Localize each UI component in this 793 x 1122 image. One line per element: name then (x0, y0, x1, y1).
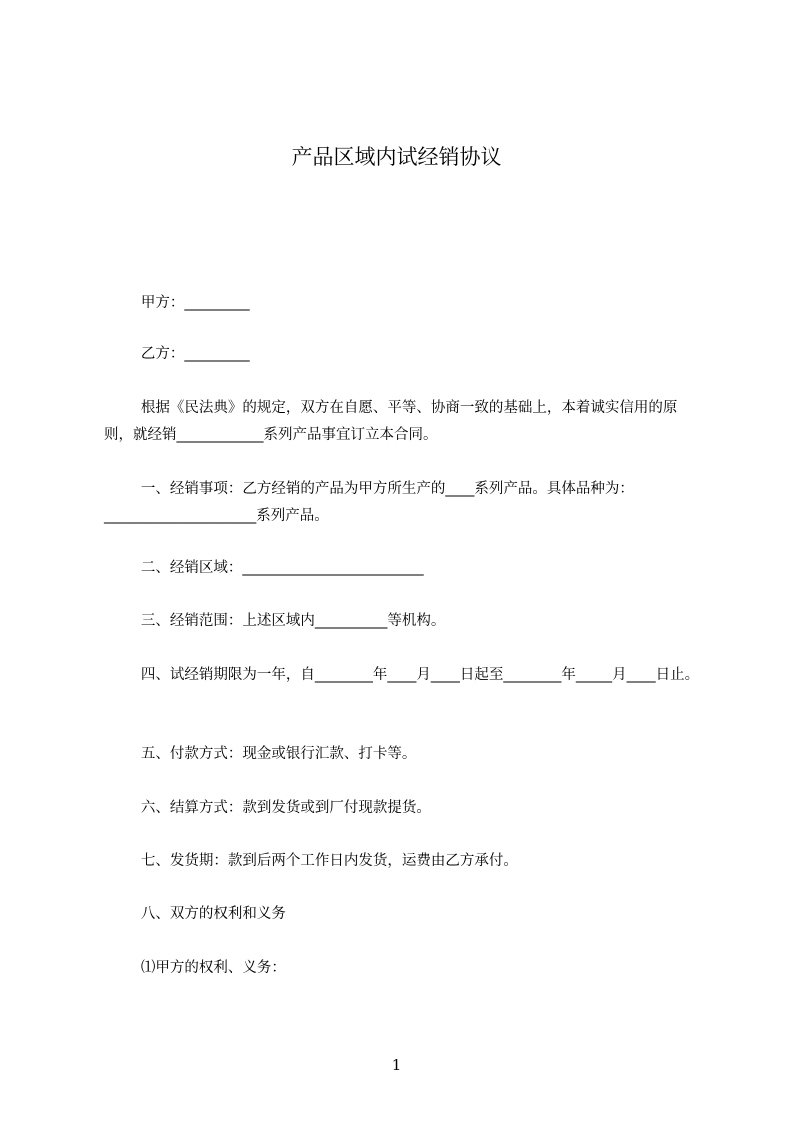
clause-7-paragraph: 七、发货期：款到后两个工作日内发货，运费由乙方承付。 (104, 853, 518, 869)
party-b-line: 乙方：_________ (104, 346, 250, 362)
clause-4-paragraph: 四、试经销期限为一年，自________年____月____日起至________年_____月____日止。 (104, 667, 700, 683)
document-title: 产品区域内试经销协议 (291, 145, 502, 169)
page-number: 1 (391, 1056, 402, 1074)
party-a-line: 甲方：_________ (104, 295, 250, 311)
clause-3-paragraph: 三、经销范围：上述区域内__________等机构。 (104, 613, 446, 629)
clause-5-paragraph: 五、付款方式：现金或银行汇款、打卡等。 (104, 746, 417, 762)
clause-2-paragraph: 二、经销区域：_________________________ (104, 560, 424, 576)
clause-8-subheading-a: ⑴甲方的权利、义务： (104, 960, 286, 976)
clause-6-paragraph: 六、结算方式：款到发货或到厂付现款提货。 (104, 800, 431, 816)
clause-8-heading: 八、双方的权利和义务 (104, 906, 286, 922)
preamble-paragraph: 根据《民法典》的规定，双方在自愿、平等、协商一致的基础上，本着诚实信用的原则，就经销____________系列产品事宜订立本合同。 (104, 400, 678, 443)
clause-1-paragraph: 一、经销事项：乙方经销的产品为甲方所生产的____系列产品。具体品种为：_____________________系列产品。 (104, 481, 634, 524)
